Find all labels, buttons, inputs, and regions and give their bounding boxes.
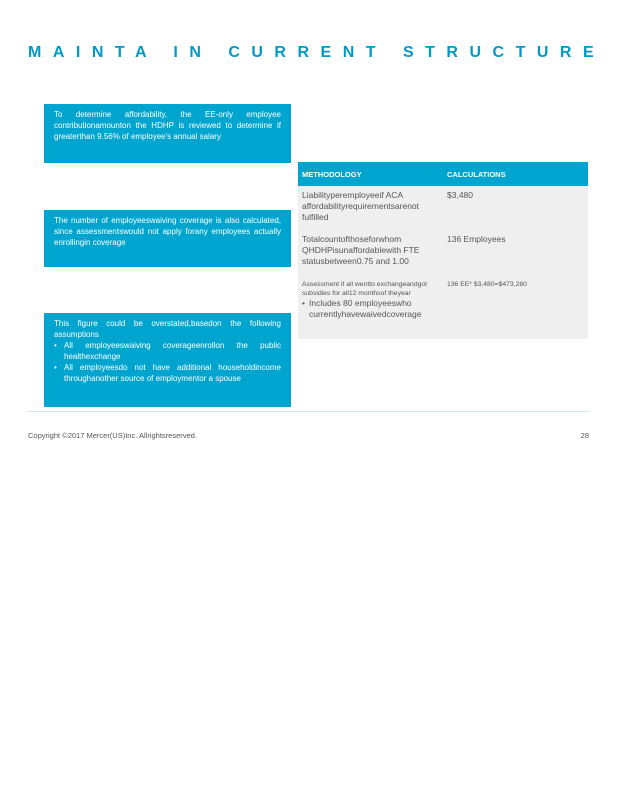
waiver-count-note-box bbox=[44, 210, 291, 267]
calculation-cell: 136 EE* $3,480=$473,280 bbox=[447, 281, 527, 288]
page-title: MAINTA IN CURRENT STRUCTURE bbox=[28, 44, 606, 61]
methodology-cell: Assessment if all wentto exchangeandgot subsidies for all12 monthsof theyear bbox=[302, 281, 428, 297]
methodology-cell: Totalcountofthoseforwhom QHDHPisunaffordablewith FTE statusbetween0.75 and 1.00 bbox=[302, 234, 420, 266]
assumption-item: • All employeesdo not have additional householdincome throughanother source of employmentor a spouse bbox=[54, 362, 281, 384]
methodology-bullet: • Includes 80 employeeswho currentlyhavewaivedcoverage bbox=[302, 298, 442, 320]
calculation-cell: 136 Employees bbox=[447, 234, 506, 244]
assumptions-list bbox=[54, 340, 281, 384]
assumptions-intro-text: This figure could be overstated,basedon the following assumptions bbox=[54, 319, 281, 339]
affordability-note-box bbox=[44, 104, 291, 163]
assumptions-note-box bbox=[44, 313, 291, 407]
page-number: 28 bbox=[580, 431, 589, 440]
calculation-table bbox=[298, 162, 588, 339]
waiver-count-note-text: The number of employeeswaiving coverage is also calculated, since assessmentswould not apply forany employees actually enrollingin coverage bbox=[54, 216, 281, 247]
copyright-text: Copyright ©2017 Mercer(US)Inc. Allrightsreserved. bbox=[28, 431, 197, 440]
assumption-item: • All employeeswaiving coverageenrollon the public healthexchange bbox=[54, 340, 281, 362]
table-header bbox=[298, 162, 588, 186]
affordability-note-text: To determine affordability, the EE-only employee contributionamounton the HDHP is reviewed to determine if greaterthan 9.56% of employee's annual salary bbox=[54, 110, 281, 141]
header-methodology: METHODOLOGY bbox=[302, 170, 362, 179]
footer-divider bbox=[28, 411, 590, 412]
header-calculations: CALCULATIONS bbox=[447, 170, 506, 179]
methodology-cell: Liabilityperemployeeif ACA affordabilityrequirementsarenot fulfilled bbox=[302, 190, 420, 222]
calculation-cell: $3,480 bbox=[447, 190, 473, 200]
